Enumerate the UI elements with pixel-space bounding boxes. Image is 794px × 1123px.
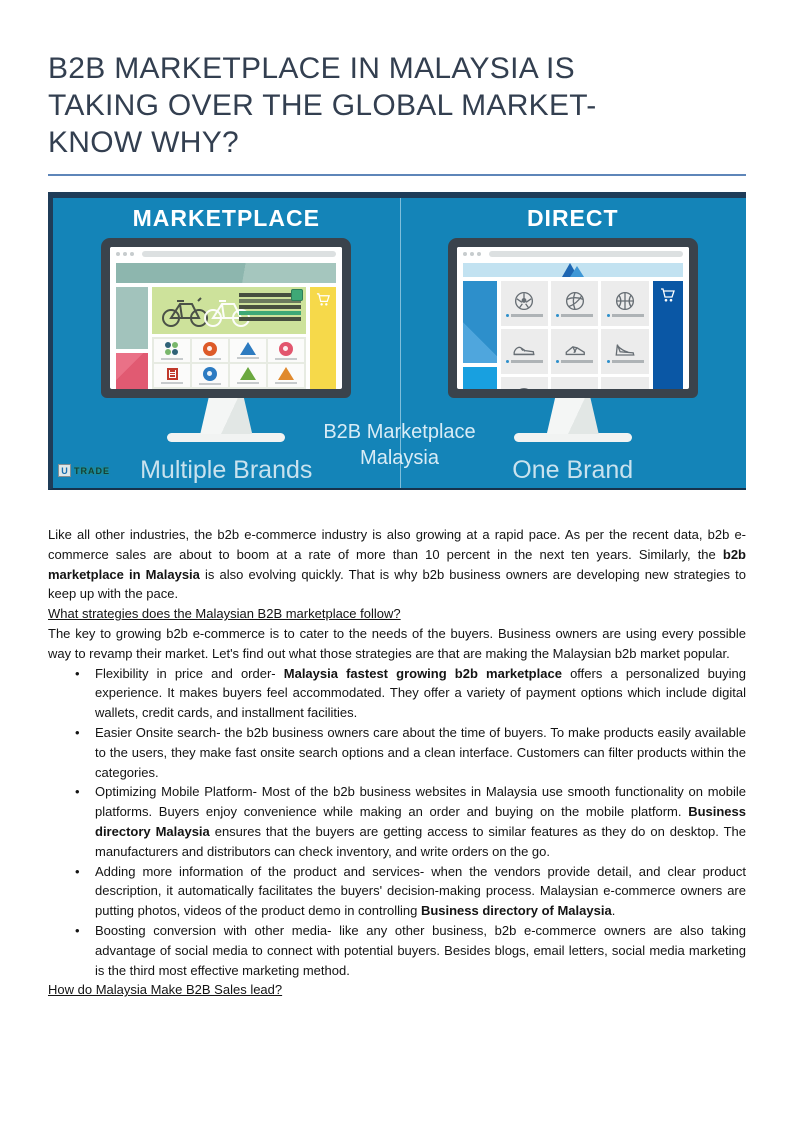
- bullet-item-mobile-platform: • Optimizing Mobile Platform- Most of the b2b business websites in Malaysia use smooth functionality on mobile platforms. Buyers enjoy convenience while making an order and buying on the mobile platform. Business directory Malaysia ensures that the buyers are getting access to similar features as they do on desktop. The manufacturers and distributors can check inventory, and write orders on the go.: [48, 782, 746, 861]
- product-tile: [551, 281, 598, 326]
- monitor-screen: [110, 247, 342, 389]
- watermark-badge-icon: U: [58, 464, 71, 477]
- site-header-band: [116, 263, 336, 283]
- direct-page-body: [457, 277, 689, 389]
- monitor-screen: [457, 247, 689, 389]
- monitor-frame: [101, 238, 351, 398]
- product-tile: [551, 329, 598, 374]
- bullet-item-onsite-search: • Easier Onsite search- the b2b business owners care about the time of buyers. To make products easily available to the users, they make fast onsite search options and a clean interface. Customers can filter products within the categories.: [48, 723, 746, 782]
- sales-lead-heading: How do Malaysia Make B2B Sales lead?: [48, 982, 283, 998]
- clover-logo-icon: [165, 342, 179, 356]
- watermark-logo: [58, 464, 110, 477]
- ball-icon: [513, 386, 535, 389]
- page-title: [48, 50, 746, 161]
- sandal-icon: [563, 340, 587, 358]
- sidebar-block-red: [116, 353, 148, 389]
- sidebar-block-lightblue: [463, 367, 497, 389]
- product-label-line: [607, 360, 644, 363]
- product-tile: [601, 377, 648, 389]
- product-label-line: [556, 360, 593, 363]
- brand-tile: [192, 339, 228, 362]
- monitor-stand-neck: [547, 398, 599, 434]
- red-document-logo-icon: [167, 368, 178, 380]
- browser-dot-icon: [123, 252, 127, 256]
- shoe-icon: [613, 340, 637, 358]
- product-tile: [601, 281, 648, 326]
- direct-heading: DIRECT: [526, 205, 619, 231]
- bullet-item-more-information: • Adding more information of the product and services- when the vendors provide detail, and clear product description, it automatically facilitates the buyers' decision-making process. Malaysian e-commerce owners are putting photos, videos of the product demo in controlling Business directory of Malaysia.: [48, 862, 746, 921]
- title-line-3: KNOW WHY?: [48, 126, 240, 159]
- bullet-item-other-media: • Boosting conversion with other media- like any other business, b2b e-commerce owners are also taking advantage of social media to connect with potential buyers. Besides blogs, email letters, social media marketing is the third most effective marketing method.: [48, 921, 746, 980]
- cart-column-blue: [653, 281, 683, 389]
- shopping-cart-icon: [316, 292, 331, 307]
- address-bar: [142, 251, 336, 257]
- product-tile: [501, 281, 548, 326]
- center-caption-line-1: B2B Marketplace: [323, 421, 476, 443]
- basketball-icon: [614, 290, 636, 312]
- monitor-frame: [448, 238, 698, 398]
- blue-swirl-logo-icon: [203, 367, 217, 381]
- sidebar-block-blue: [463, 281, 497, 363]
- marketplace-panel: [53, 198, 400, 488]
- pink-swirl-logo-icon: [279, 342, 293, 356]
- strategies-heading: What strategies does the Malaysian B2B marketplace follow?: [48, 606, 401, 622]
- brand-tile: [192, 364, 228, 387]
- brand-tile: [154, 364, 190, 387]
- left-sidebar: [463, 281, 497, 389]
- title-line-1: B2B MARKETPLACE IN MALAYSIA IS: [48, 52, 575, 85]
- browser-dot-icon: [477, 252, 481, 256]
- brand-logo-grid: [152, 337, 306, 389]
- browser-toolbar: [110, 247, 342, 261]
- product-tile: [551, 377, 598, 389]
- brand-tile: [268, 339, 304, 362]
- browser-dot-icon: [463, 252, 467, 256]
- marketplace-vs-direct-infographic: [48, 192, 746, 490]
- brand-tile: [230, 364, 266, 387]
- brand-header-band: [463, 263, 683, 277]
- marketplace-heading: MARKETPLACE: [132, 205, 320, 231]
- direct-monitor: [448, 238, 698, 442]
- shopping-cart-icon: [660, 287, 676, 303]
- browser-dot-icon: [116, 252, 120, 256]
- cart-column-yellow: [310, 287, 336, 389]
- sneaker-icon: [512, 340, 536, 358]
- monitor-stand-base: [514, 433, 632, 442]
- product-tile: [601, 329, 648, 374]
- strategies-paragraph: The key to growing b2b e-commerce is to cater to the needs of the buyers. Business owners are using every possible way to revamp their market. Let's find out what those strategies are that are making the Malaysian b2b market popular.: [48, 625, 746, 661]
- left-sidebar: [116, 287, 148, 389]
- marketplace-main-area: [152, 287, 306, 389]
- monitor-stand-neck: [200, 398, 252, 434]
- bullet-item-flexibility: • Flexibility in price and order- Malaysia fastest growing b2b marketplace offers a personalized buying experience. It makes buyers feel accommodated. They offer a variety of payment options which include digital wallets, credit cards, and installment facilities.: [48, 664, 746, 723]
- product-grid: [501, 281, 649, 389]
- promo-banner: [152, 287, 306, 334]
- orange-cone-logo-icon: [278, 367, 294, 380]
- green-triangle-logo-icon: [240, 367, 256, 380]
- title-underline-rule: [48, 174, 746, 176]
- blue-mountain-logo-icon: [240, 342, 256, 355]
- product-tile: [501, 329, 548, 374]
- browser-dot-icon: [130, 252, 134, 256]
- product-tile: [501, 377, 548, 389]
- brand-tile: [268, 364, 304, 387]
- orange-ball-logo-icon: [203, 342, 217, 356]
- strategies-bullet-list: [48, 664, 746, 981]
- marketplace-page-body: [110, 283, 342, 389]
- marketplace-monitor: [101, 238, 351, 442]
- product-label-line: [607, 314, 644, 317]
- brand-tile: [154, 339, 190, 362]
- brand-tile: [230, 339, 266, 362]
- direct-caption: One Brand: [512, 456, 634, 484]
- browser-toolbar: [457, 247, 689, 261]
- browser-dot-icon: [470, 252, 474, 256]
- watermark-text: TRADE: [74, 465, 110, 476]
- article-body: [48, 525, 746, 1000]
- product-label-line: [556, 314, 593, 317]
- address-bar: [489, 251, 683, 257]
- cleat-icon: [614, 386, 636, 389]
- product-label-line: [506, 360, 543, 363]
- intro-paragraph: Like all other industries, the b2b e-commerce industry is also growing at a rapid pace. As per the recent data, b2b e-commerce sales are about to boom at a rate of more than 10 percent in the next ten years. Similarly, the b2b marketplace in Malaysia is also evolving quickly. That is why b2b business owners are developing new strategies to keep up with the pace.: [48, 527, 746, 602]
- direct-panel: [400, 198, 747, 488]
- volleyball-icon: [564, 290, 586, 312]
- monitor-stand-base: [167, 433, 285, 442]
- ball-pair-icon: [564, 386, 586, 389]
- marketplace-caption: Multiple Brands: [140, 456, 313, 484]
- bicycles-icon: [158, 291, 250, 329]
- banner-text-lines: [239, 293, 301, 323]
- brand-mountain-logo-icon: [562, 263, 584, 277]
- banner-badge-icon: [291, 289, 303, 301]
- soccer-ball-icon: [513, 290, 535, 312]
- center-caption-line-2: Malaysia: [360, 447, 439, 469]
- product-label-line: [506, 314, 543, 317]
- sidebar-block-teal: [116, 287, 148, 349]
- title-line-2: TAKING OVER THE GLOBAL MARKET-: [48, 89, 597, 122]
